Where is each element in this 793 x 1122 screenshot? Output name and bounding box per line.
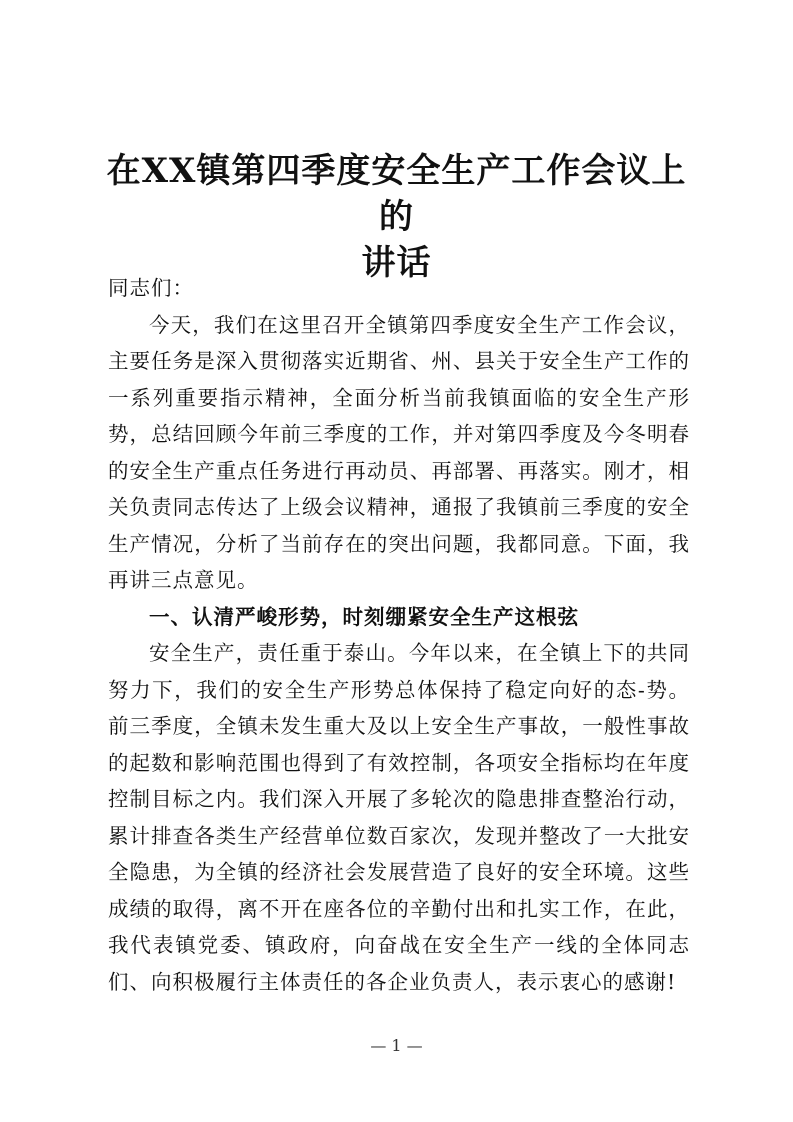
title-line-1: 在XX镇第四季度安全生产工作会议上的 (106, 151, 687, 237)
section-heading-1: 一、认清严峻形势，时刻绷紧安全生产这根弦 (149, 604, 579, 629)
document-body (108, 270, 690, 1000)
paragraph-intro: 今天，我们在这里召开全镇第四季度安全生产工作会议，主要任务是深入贯彻落实近期省、州、县关于安全生产工作的一系列重要指示精神，全面分析当前我镇面临的安全生产形势，总结回顾今年前三季度的工作，并对第四季度及今冬明春的安全生产重点任务进行再动员、再部署、再落实。刚才，相关负责同志传达了上级会议精神，通报了我镇前三季度的安全生产情况，分析了当前存在的突出问题，我都同意。下面，我再讲三点意见。 (108, 312, 690, 592)
document-title (96, 148, 697, 286)
paragraph-section-1: 安全生产，责任重于泰山。今年以来，在全镇上下的共同努力下，我们的安全生产形势总体保持了稳定向好的态-势。前三季度，全镇未发生重大及以上安全生产事故，一般性事故的起数和影响范围也得到了有效控制，各项安全指标均在年度控制目标之内。我们深入开展了多轮次的隐患排查整治行动，累计排查各类生产经营单位数百家次，发现并整改了一大批安全隐患，为全镇的经济社会发展营造了良好的安全环境。这些成绩的取得，离不开在座各位的辛勤付出和扎实工作，在此，我代表镇党委、镇政府，向奋战在安全生产一线的全体同志们、向积极履行主体责任的各企业负责人，表示衷心的感谢! (108, 641, 690, 994)
salutation: 同志们： (108, 276, 194, 300)
page-number: — 1 — (370, 1036, 423, 1055)
title-line-2: 讲话 (361, 243, 432, 283)
